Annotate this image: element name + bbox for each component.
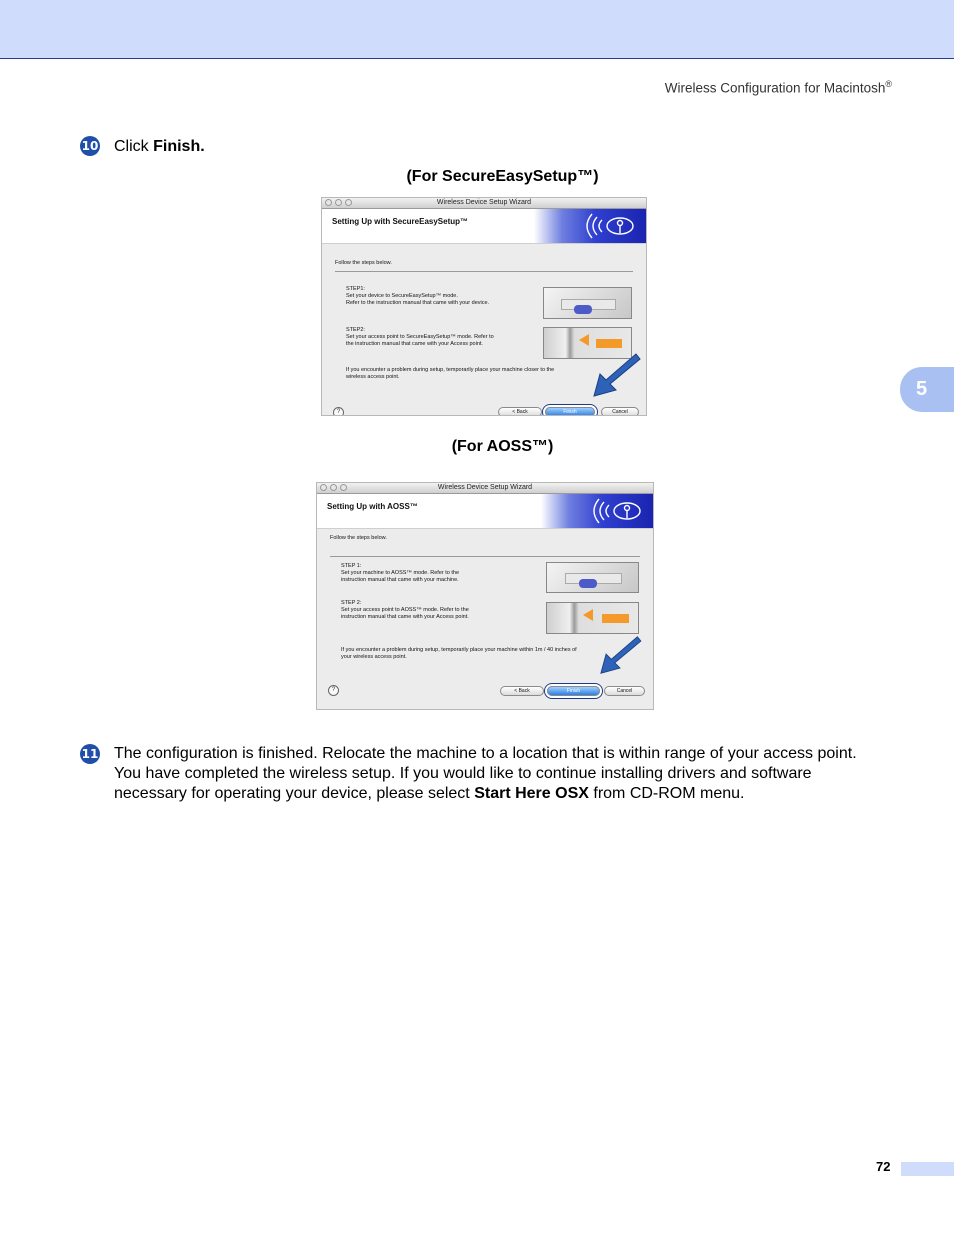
finish-button[interactable]: Finish [547,686,600,696]
window-title: Wireless Device Setup Wizard [436,199,532,206]
printer-image [543,287,632,319]
step2-title: STEP2: [346,327,365,333]
step1-line: Refer to the instruction manual that came with your device. [346,300,490,306]
step-11-line: You have completed the wireless setup. If you would like to continue installing drivers and software [114,765,812,782]
cancel-button[interactable]: Cancel [604,686,645,696]
screenshot-ses-dialog [321,197,647,416]
problem-line: wireless access point. [346,374,400,380]
caption-secure-easy-setup: (For SecureEasySetup™) [406,168,599,185]
follow-steps-text: Follow the steps below. [335,260,392,266]
step1-line: instruction manual that came with your machine. [341,577,459,583]
step1-line: Set your machine to AOSS™ mode. Refer to the [341,570,460,576]
step-11-line: The configuration is finished. Relocate the machine to a location that is within range of your access point. [114,745,857,762]
zoom-dot-icon [345,199,352,206]
follow-steps-text: Follow the steps below. [330,535,387,541]
divider-line [335,271,633,272]
step1-block [341,563,531,584]
pointer-arrow-icon [597,635,643,675]
wizard-banner [317,494,653,529]
step-10-instruction: Click Finish. [114,138,205,155]
step2-title: STEP 2: [341,600,362,606]
step1-title: STEP1: [346,286,365,292]
wireless-logo-icon [541,494,653,528]
start-here-osx-label: Start Here OSX [474,785,589,802]
zoom-dot-icon [340,484,347,491]
step2-line: the instruction manual that came with your Access point. [346,341,483,347]
wizard-banner-title: Setting Up with SecureEasySetup™ [332,217,469,226]
wireless-logo-icon [534,209,646,243]
step1-block [346,286,536,307]
problem-note [341,647,631,661]
orange-arrow-icon [596,339,622,348]
wizard-banner [322,209,646,244]
problem-line: your wireless access point. [341,654,407,660]
problem-line: If you encounter a problem during setup, temporarily place your machine closer to the [346,367,555,373]
step2-block [346,327,536,348]
step2-block [341,600,531,621]
orange-arrowhead-icon [583,609,593,621]
pointer-arrow-icon [590,352,642,398]
window-titlebar [317,483,653,494]
back-button[interactable]: < Back [498,407,542,416]
access-point-image [546,602,639,634]
step2-line: instruction manual that came with your Access point. [341,614,469,620]
window-controls [325,199,352,206]
close-dot-icon [325,199,332,206]
divider-line [330,556,640,557]
step1-title: STEP 1: [341,563,362,569]
window-titlebar [322,198,646,209]
wizard-banner-title: Setting Up with AOSS™ [327,502,418,511]
hand-pressing-icon [574,305,591,314]
step-number-bullet: 10 [80,136,100,156]
hand-pressing-icon [579,579,597,588]
step2-line: Set your access point to SecureEasySetup™ mode. Refer to [346,334,494,340]
page-number: 72 [876,1159,891,1174]
minimize-dot-icon [335,199,342,206]
step1-line: Set your device to SecureEasySetup™ mode. [346,293,458,299]
step2-line: Set your access point to AOSS™ mode. Refer to the [341,607,469,613]
back-button[interactable]: < Back [500,686,544,696]
top-header-band [0,0,954,59]
step-11-line: necessary for operating your device, please select Start Here OSX from CD-ROM menu. [114,785,745,802]
cancel-button[interactable]: Cancel [601,407,639,416]
window-controls [320,484,347,491]
caption-aoss: (For AOSS™) [451,438,554,455]
chapter-tab[interactable] [900,367,954,412]
orange-arrow-icon [602,614,629,623]
step-number-bullet: 11 [80,744,100,764]
help-button[interactable]: ? [328,685,339,696]
finish-button[interactable]: Finish [545,407,595,416]
orange-arrowhead-icon [579,334,589,346]
running-header: Wireless Configuration for Macintosh® [664,79,892,96]
printer-image [546,562,639,593]
problem-note [346,367,586,381]
close-dot-icon [320,484,327,491]
window-title: Wireless Device Setup Wizard [437,484,533,491]
help-button[interactable]: ? [333,407,344,416]
step-11-instruction [114,744,914,804]
chapter-number: 5 [916,378,928,400]
screenshot-aoss-dialog [316,482,654,710]
minimize-dot-icon [330,484,337,491]
problem-line: If you encounter a problem during setup, temporarily place your machine within 1m / 40 inches of [341,647,577,653]
page-number-tab [901,1162,954,1176]
